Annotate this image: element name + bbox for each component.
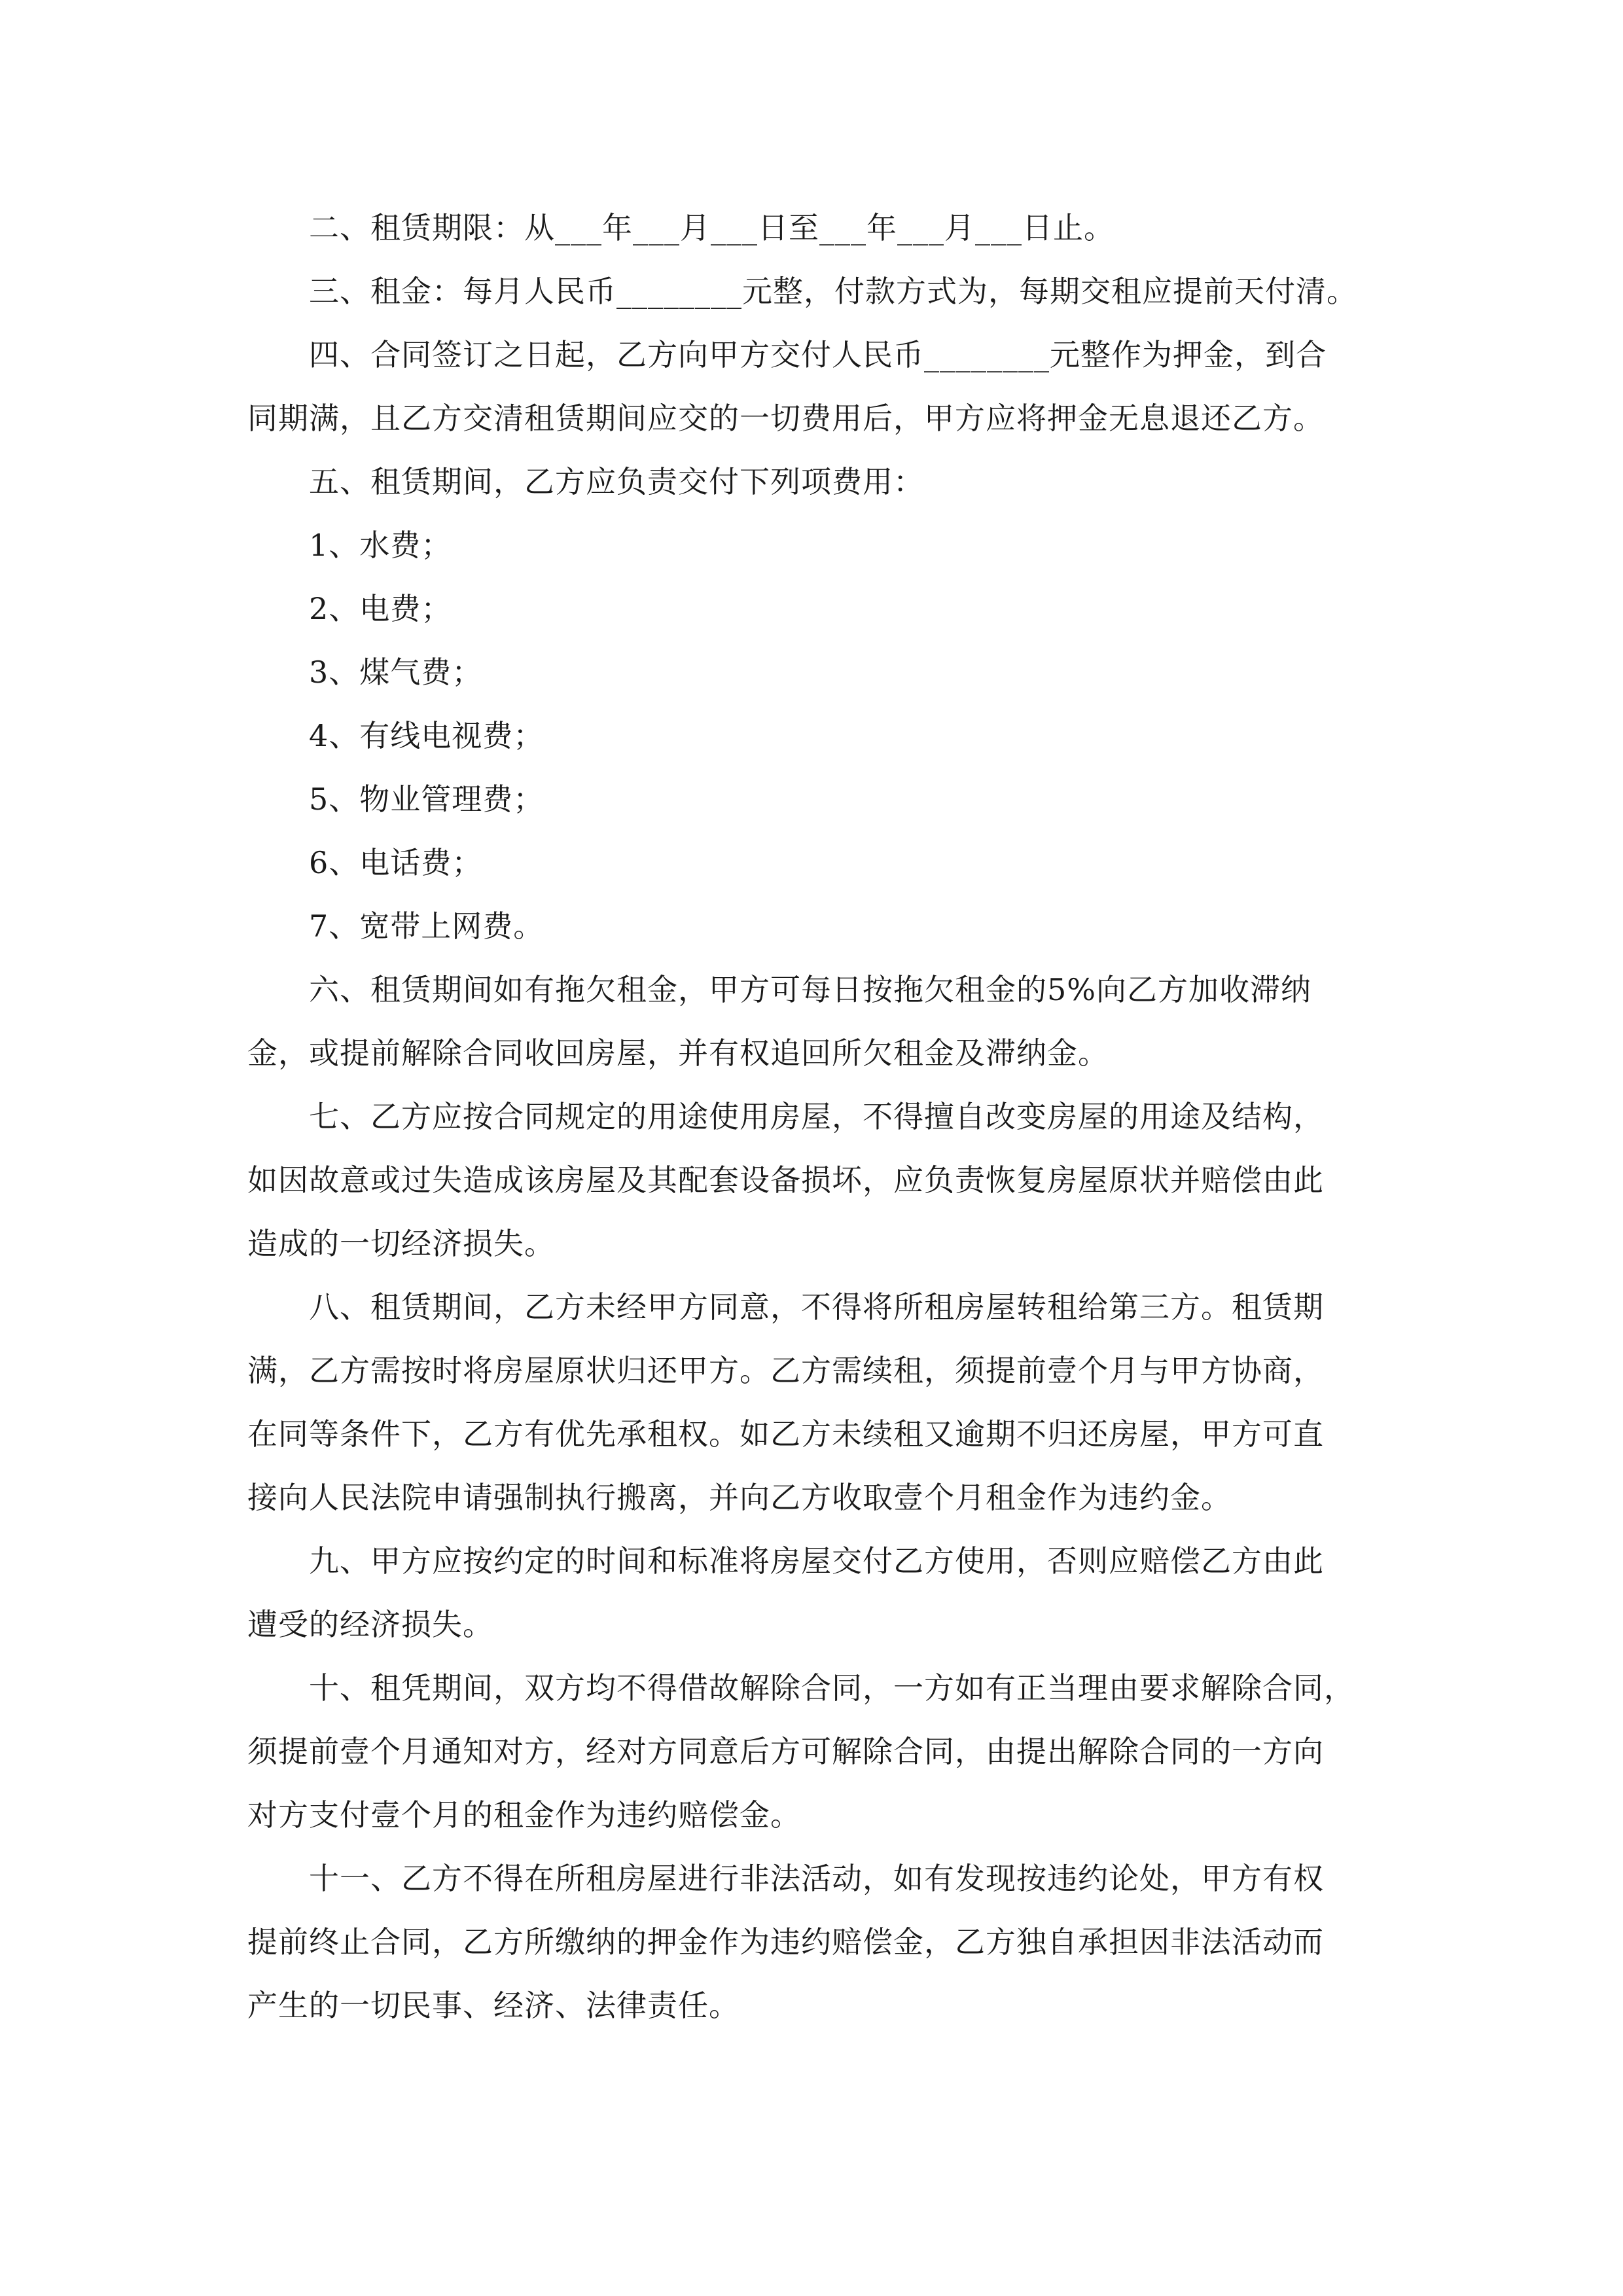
clause-7-usage-line-2: 如因故意或过失造成该房屋及其配套设备损坏，应负责恢复房屋原状并赔偿由此 [247,1162,1324,1198]
clause-8-sublet-line-3: 在同等条件下，乙方有优先承租权。如乙方未续租又逾期不归还房屋，甲方可直 [247,1416,1324,1452]
clause-4-deposit-line-1: 四、合同签订之日起，乙方向甲方交付人民币________元整作为押金，到合 [309,337,1327,372]
fee-item-telephone: 6、电话费； [309,845,483,880]
clause-7-usage-line-1: 七、乙方应按合同规定的用途使用房屋，不得擅自改变房屋的用途及结构， [309,1099,1324,1134]
clause-5-fees: 五、租赁期间，乙方应负责交付下列项费用： [309,464,924,499]
fee-item-gas: 3、煤气费； [309,655,483,690]
clause-2-term: 二、租赁期限：从___年___月___日至___年___月___日止。 [309,210,1115,245]
clause-10-termination-line-2: 须提前壹个月通知对方，经对方同意后方可解除合同，由提出解除合同的一方向 [247,1734,1324,1769]
contract-page [247,196,1399,2037]
clause-7-usage-line-3: 造成的一切经济损失。 [247,1226,555,1261]
clause-6-late-rent-line-2: 金，或提前解除合同收回房屋，并有权追回所欠租金及滞纳金。 [247,1035,1109,1071]
clause-9-delivery-line-1: 九、甲方应按约定的时间和标准将房屋交付乙方使用，否则应赔偿乙方由此 [309,1543,1324,1579]
clause-11-illegal-activity-line-3: 产生的一切民事、经济、法律责任。 [247,1988,740,2023]
clause-6-late-rent-line-1: 六、租赁期间如有拖欠租金，甲方可每日按拖欠租金的5%向乙方加收滞纳 [309,972,1311,1007]
fee-item-water: 1、水费； [309,528,452,563]
clause-9-delivery-line-2: 遭受的经济损失。 [247,1607,493,1642]
clause-10-termination-line-3: 对方支付壹个月的租金作为违约赔偿金。 [247,1797,801,1833]
fee-item-cable-tv: 4、有线电视费； [309,718,544,753]
clause-8-sublet-line-1: 八、租赁期间，乙方未经甲方同意，不得将所租房屋转租给第三方。租赁期 [309,1289,1324,1325]
clause-11-illegal-activity-line-2: 提前终止合同，乙方所缴纳的押金作为违约赔偿金，乙方独自承担因非法活动而 [247,1924,1324,1960]
clause-4-deposit-line-2: 同期满，且乙方交清租赁期间应交的一切费用后，甲方应将押金无息退还乙方。 [247,401,1324,436]
clause-10-termination-line-1: 十、租凭期间，双方均不得借故解除合同，一方如有正当理由要求解除合同， [309,1670,1355,1706]
fee-item-property-management: 5、物业管理费； [309,781,544,817]
clause-3-rent: 三、租金：每月人民币________元整，付款方式为，每期交租应提前天付清。 [309,274,1357,309]
clause-8-sublet-line-4: 接向人民法院申请强制执行搬离，并向乙方收取壹个月租金作为违约金。 [247,1480,1232,1515]
fee-item-electricity: 2、电费； [309,591,452,626]
fee-item-broadband: 7、宽带上网费。 [309,908,544,944]
clause-11-illegal-activity-line-1: 十一、乙方不得在所租房屋进行非法活动，如有发现按违约论处，甲方有权 [309,1861,1324,1896]
clause-8-sublet-line-2: 满，乙方需按时将房屋原状归还甲方。乙方需续租，须提前壹个月与甲方协商， [247,1353,1324,1388]
